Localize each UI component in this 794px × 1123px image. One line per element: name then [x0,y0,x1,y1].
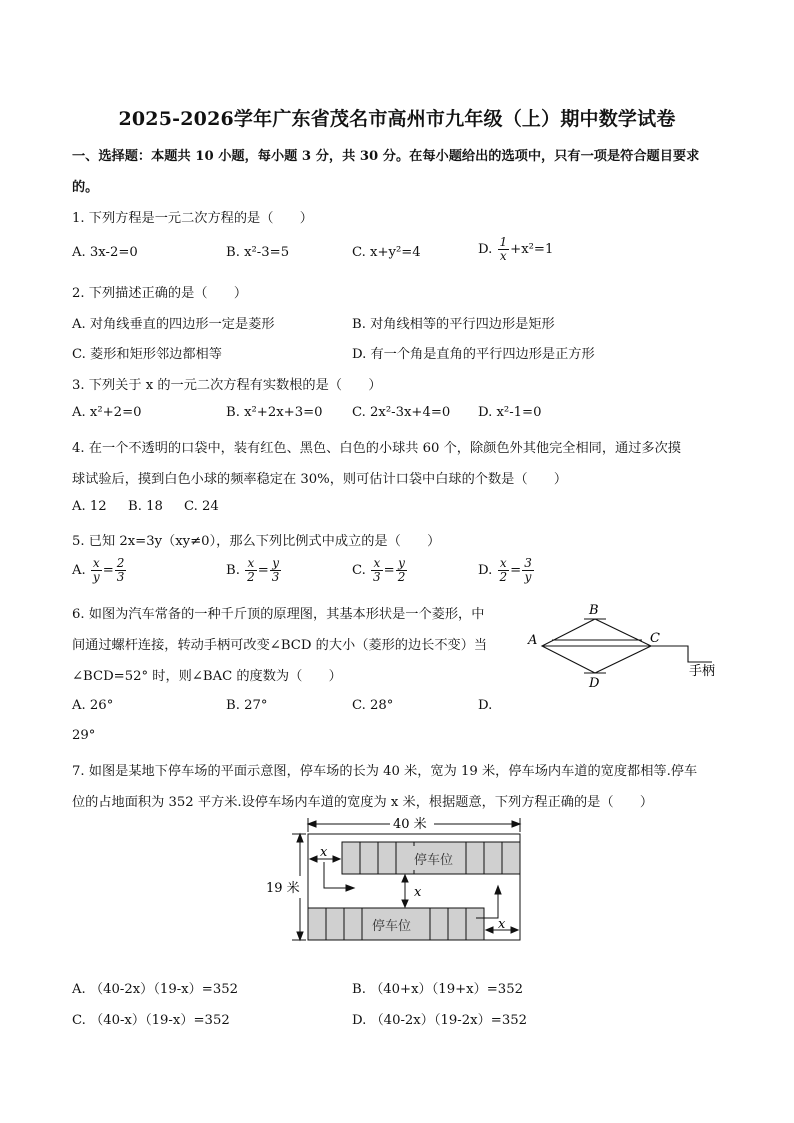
q6-option-b: B. 27° [226,698,268,713]
q3-option-d: D. x²-1=0 [478,405,542,420]
q5-option-a [72,557,127,584]
q5-b-label: B. [226,563,240,578]
q1-option-d [478,236,553,263]
q1-option-d-suffix: +x²=1 [510,242,554,257]
q6-line3: ∠BCD=52° 时，则∠BAC 的度数为（ ） [72,669,342,684]
x-label-bottom: x [498,917,506,932]
dim-19-arrow-bottom [297,932,303,940]
q5-b-left-fraction [245,557,257,584]
q5-b-right-den: 3 [271,570,280,584]
q6-option-d-continued: 29° [72,728,96,743]
q2-option-a: A. 对角线垂直的四边形一定是菱形 [72,317,275,332]
q5-c-label: C. [352,563,366,578]
q5-c-left-den: 3 [373,570,381,584]
q6-option-d: D. [478,698,493,713]
length-label: 40 米 [393,817,427,832]
q1-d-numerator: 1 [499,235,508,249]
q5-d-label: D. [478,563,493,578]
q6-line1: 6. 如图为汽车常备的一种千斤顶的原理图，其基本形状是一个菱形，中 [72,607,485,622]
handle-crank [682,646,712,662]
q5-option-b [226,557,282,584]
q5-d-right-den: y [524,570,532,584]
q5-b-right-fraction [270,557,282,584]
q5-d-right-num: 3 [524,556,532,570]
q4-line2: 球试验后，摸到白色小球的频率稳定在 30%，则可估计口袋中白球的个数是（ ） [72,472,568,487]
q5-d-right-fraction [522,557,534,584]
q3-option-a: A. x²+2=0 [72,405,142,420]
q4-option-b: B. 18 [128,499,163,514]
q5-c-right-num: y [396,557,408,571]
q5-option-d [478,557,535,584]
x-label-top: x [320,845,328,860]
q5-option-c [352,557,408,584]
q2-option-d: D. 有一个角是直角的平行四边形是正方形 [352,347,595,362]
page-title: 2025-2026学年广东省茂名市高州市九年级（上）期中数学试卷 [118,108,676,130]
q1-option-d-fraction [498,236,510,263]
q3-option-c: C. 2x²-3x+4=0 [352,405,451,420]
q1-option-a: A. 3x-2=0 [72,245,138,260]
q5-a-right-fraction [115,557,127,584]
jack-rhombus-figure [522,600,727,692]
q2-option-c: C. 菱形和矩形邻边都相等 [72,347,222,362]
point-d-label: D [589,676,600,691]
q3-option-b: B. x²+2x+3=0 [226,405,323,420]
q7-line2: 位的占地面积为 352 平方米.设停车场内车道的宽度为 x 米，根据题意，下列方程正确的是（ ） [72,795,654,810]
q5-a-right-den: 3 [116,570,125,584]
q3-stem: 3. 下列关于 x 的一元二次方程有实数根的是（ ） [72,378,382,393]
width-label: 19 米 [266,881,300,896]
q6-option-c: C. 28° [352,698,394,713]
parking-lot-figure [262,812,532,942]
parking-bottom-label: 停车位 [372,919,412,934]
q7-line1: 7. 如图是某地下停车场的平面示意图，停车场的长为 40 米，宽为 19 米，停车场内车道的宽度都相等.停车 [72,764,698,779]
q5-c-right-den: 2 [397,570,406,584]
q5-c-eq: = [383,563,395,578]
q7-option-b: B. （40+x）（19+x）=352 [352,982,523,997]
q6-option-a: A. 26° [72,698,114,713]
q5-a-left-num: x [92,556,100,570]
q7-option-d: D. （40-2x）（19-2x）=352 [352,1013,527,1028]
section-header-line1: 一、选择题：本题共 10 小题，每小题 3 分，共 30 分。在每小题给出的选项中，只有一项是符合题目要求 [72,149,700,164]
q5-d-eq: = [510,563,522,578]
q2-option-b: B. 对角线相等的平行四边形是矩形 [352,317,555,332]
q5-a-eq: = [102,563,114,578]
dim-19-arrow-top [297,834,303,842]
q5-b-right-num: y [270,557,282,571]
point-b-label: B [589,603,599,618]
q5-a-right-num: 2 [116,556,125,570]
q5-c-right-fraction [396,557,408,584]
q6-line2: 间通过螺杆连接，转动手柄可改变∠BCD 的大小（菱形的边长不变）当 [72,638,488,653]
parking-top-label: 停车位 [414,853,454,868]
q7-option-a: A. （40-2x）（19-x）=352 [72,982,239,997]
q5-b-eq: = [257,563,269,578]
q5-a-left-fraction [91,557,102,584]
section-header-line2: 的。 [72,180,99,195]
q5-stem: 5. 已知 2x=3y（xy≠0），那么下列比例式中成立的是（ ） [72,534,441,549]
q4-option-c: C. 24 [184,499,219,514]
q1-d-denominator: x [499,249,507,263]
q1-stem: 1. 下列方程是一元二次方程的是（ ） [72,211,313,226]
dim-40-arrow-right [512,821,520,827]
point-a-label: A [528,633,538,648]
q5-d-left-fraction [498,557,510,584]
q5-b-left-den: 2 [247,570,255,584]
dim-40-arrow-left [308,821,316,827]
q4-line1: 4. 在一个不透明的口袋中，装有红色、黑色、白色的小球共 60 个，除颜色外其他完全相同，通过多次摸 [72,441,681,456]
q1-option-c: C. x+y²=4 [352,245,421,260]
q1-option-d-label: D. [478,242,493,257]
q5-a-label: A. [72,563,86,578]
q4-option-a: A. 12 [72,499,107,514]
q5-a-left-den: y [92,570,100,584]
q5-b-left-num: x [245,557,257,571]
q2-stem: 2. 下列描述正确的是（ ） [72,286,248,301]
q5-d-left-num: x [498,557,510,571]
q5-c-left-num: x [371,557,383,571]
q7-option-c: C. （40-x）（19-x）=352 [72,1013,230,1028]
x-label-lane: x [414,885,422,900]
q5-c-left-fraction [371,557,383,584]
handle-label: 手柄 [689,664,716,679]
q5-d-left-den: 2 [499,570,508,584]
point-c-label: C [650,631,660,646]
q1-option-b: B. x²-3=5 [226,245,290,260]
